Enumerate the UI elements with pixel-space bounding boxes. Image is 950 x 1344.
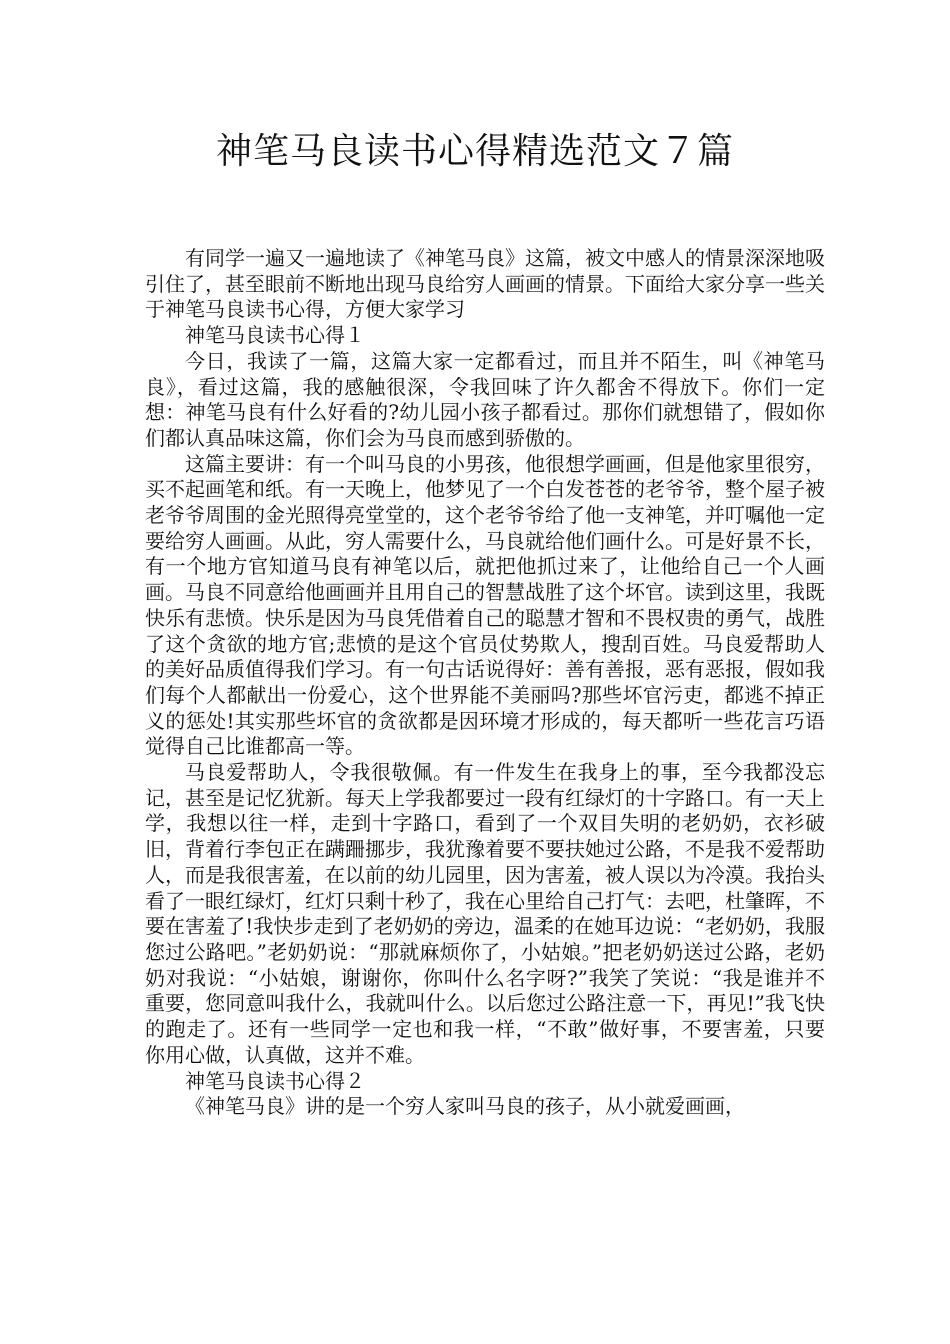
intro-paragraph: 有同学一遍又一遍地读了《神笔马良》这篇，被文中感人的情景深深地吸引住了，甚至眼前不断地出现马良给穷人画画的情景。下面给大家分享一些关于神笔马良读书心得，方便大家学习 bbox=[145, 246, 825, 322]
document-body bbox=[145, 246, 825, 1120]
body-paragraph: 今日，我读了一篇，这篇大家一定都看过，而且并不陌生，叫《神笔马良》，看过这篇，我的感触很深，令我回味了许久都舍不得放下。你们一定想：神笔马良有什么好看的?幼儿园小孩子都看过。那你们就想错了，假如你们都认真品味这篇，你们会为马良而感到骄傲的。 bbox=[145, 348, 825, 450]
document-title: 神笔马良读书心得精选范文７篇 bbox=[215, 131, 734, 172]
body-paragraph: 这篇主要讲：有一个叫马良的小男孩，他很想学画画，但是他家里很穷，买不起画笔和纸。有一天晚上，他梦见了一个白发苍苍的老爷爷，整个屋子被老爷爷周围的金光照得亮堂堂的，这个老爷爷给了他一支神笔，并叮嘱他一定要给穷人画画。从此，穷人需要什么，马良就给他们画什么。可是好景不长，有一个地方官知道马良有神笔以后，就把他抓过来了，让他给自己一个人画画。马良不同意给他画画并且用自己的智慧战胜了这个坏官。读到这里，我既快乐有悲愤。快乐是因为马良凭借着自己的聪慧才智和不畏权贵的勇气，战胜了这个贪欲的地方官;悲愤的是这个官员仗势欺人，搜刮百姓。马良爱帮助人的美好品质值得我们学习。有一句古话说得好：善有善报，恶有恶报，假如我们每个人都献出一份爱心，这个世界能不美丽吗?那些坏官污吏，都逃不掉正义的惩处!其实那些坏官的贪欲都是因环境才形成的，每天都听一些花言巧语觉得自己比谁都高一等。 bbox=[145, 451, 825, 759]
section-heading-1: 神笔马良读书心得１ bbox=[185, 323, 365, 348]
body-paragraph: 马良爱帮助人，令我很敬佩。有一件发生在我身上的事，至今我都没忘记，甚至是记忆犹新。每天上学我都要过一段有红绿灯的十字路口。有一天上学，我想以往一样，走到十字路口，看到了一个双目失明的老奶奶，衣衫破旧，背着行李包正在蹒跚挪步，我犹豫着要不要扶她过公路，不是我不爱帮助人，而是我很害羞，在以前的幼儿园里，因为害羞，被人误以为冷漠。我抬头看了一眼红绿灯，红灯只剩十秒了，我在心里给自己打气：去吧，杜肇晖，不要在害羞了!我快步走到了老奶奶的旁边，温柔的在她耳边说：“老奶奶，我服您过公路吧。”老奶奶说：“那就麻烦你了，小姑娘。”把老奶奶送过公路，老奶奶对我说：“小姑娘，谢谢你，你叫什么名字呀?”我笑了笑说：“我是谁并不重要，您同意叫我什么，我就叫什么。以后您过公路注意一下，再见!”我飞快的跑走了。还有一些同学一定也和我一样，“不敢”做好事，不要害羞，只要你用心做，认真做，这并不难。 bbox=[145, 760, 825, 1067]
section-heading-2: 神笔马良读书心得２ bbox=[185, 1068, 365, 1093]
body-paragraph: 《神笔马良》讲的是一个穷人家叫马良的孩子，从小就爱画画， bbox=[185, 1094, 745, 1119]
